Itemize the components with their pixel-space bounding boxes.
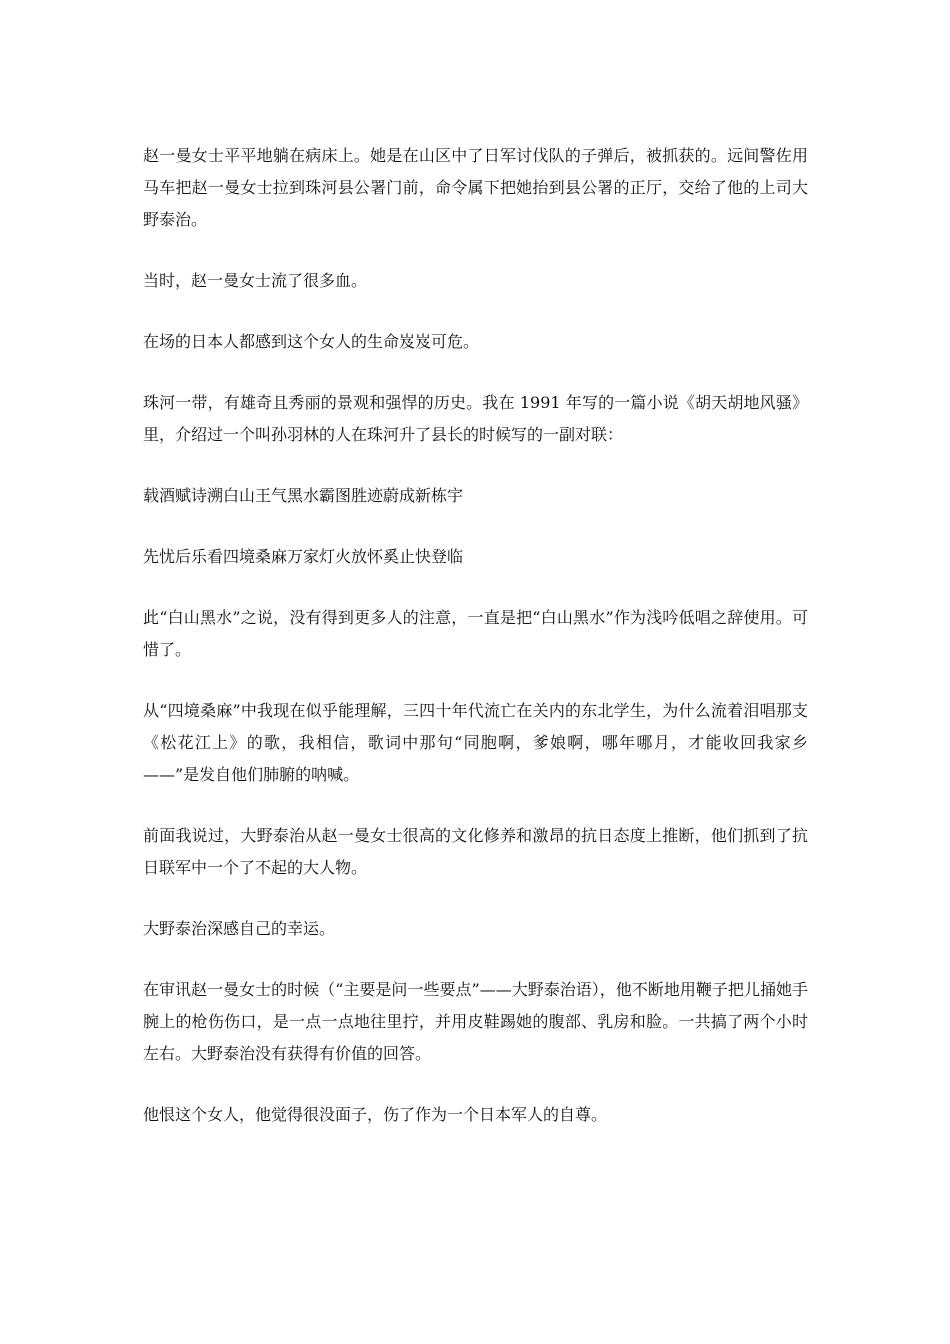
- document-body: [143, 140, 808, 1160]
- couplet-line-1: 载酒赋诗溯白山王气黑水霸图胜迹蔚成新栋宇: [143, 486, 464, 505]
- paragraph: 前面我说过，大野泰治从赵一曼女士很高的文化修养和激昂的抗日态度上推断，他们抓到了抗日联军中一个了不起的大人物。: [143, 826, 808, 877]
- paragraph: 在场的日本人都感到这个女人的生命岌岌可危。: [143, 332, 480, 351]
- paragraph: 此“白山黑水”之说，没有得到更多人的注意，一直是把“白山黑水”作为浅吟低唱之辞使用。可惜了。: [143, 608, 808, 659]
- couplet-line-2: 先忧后乐看四境桑麻万家灯火放怀奚止快登临: [143, 547, 464, 566]
- paragraph: 从“四境桑麻”中我现在似乎能理解，三四十年代流亡在关内的东北学生，为什么流着泪唱那支《松花江上》的歌，我相信，歌词中那句“同胞啊，爹娘啊，哪年哪月，才能收回我家乡——”是发自他们肺腑的呐喊。: [143, 701, 808, 784]
- paragraph: 赵一曼女士平平地躺在病床上。她是在山区中了日军讨伐队的子弹后，被抓获的。远间警佐用马车把赵一曼女士拉到珠河县公署门前，命令属下把她抬到县公署的正厅，交给了他的上司大野泰治。: [143, 146, 808, 229]
- paragraph: 珠河一带，有雄奇且秀丽的景观和强悍的历史。我在 1991 年写的一篇小说《胡天胡地风骚》里，介绍过一个叫孙羽林的人在珠河升了县长的时候写的一副对联：: [143, 393, 808, 444]
- paragraph: 他恨这个女人，他觉得很没面子，伤了作为一个日本军人的自尊。: [143, 1105, 608, 1124]
- paragraph: 当时，赵一曼女士流了很多血。: [143, 271, 368, 290]
- paragraph: 大野泰治深感自己的幸运。: [143, 919, 336, 938]
- paragraph: 在审讯赵一曼女士的时候（“主要是问一些要点”——大野泰治语），他不断地用鞭子把儿捅她手腕上的枪伤伤口，是一点一点地往里拧，并用皮鞋踢她的腹部、乳房和脸。一共搞了两个小时左右。大野泰治没有获得有价值的回答。: [143, 980, 808, 1063]
